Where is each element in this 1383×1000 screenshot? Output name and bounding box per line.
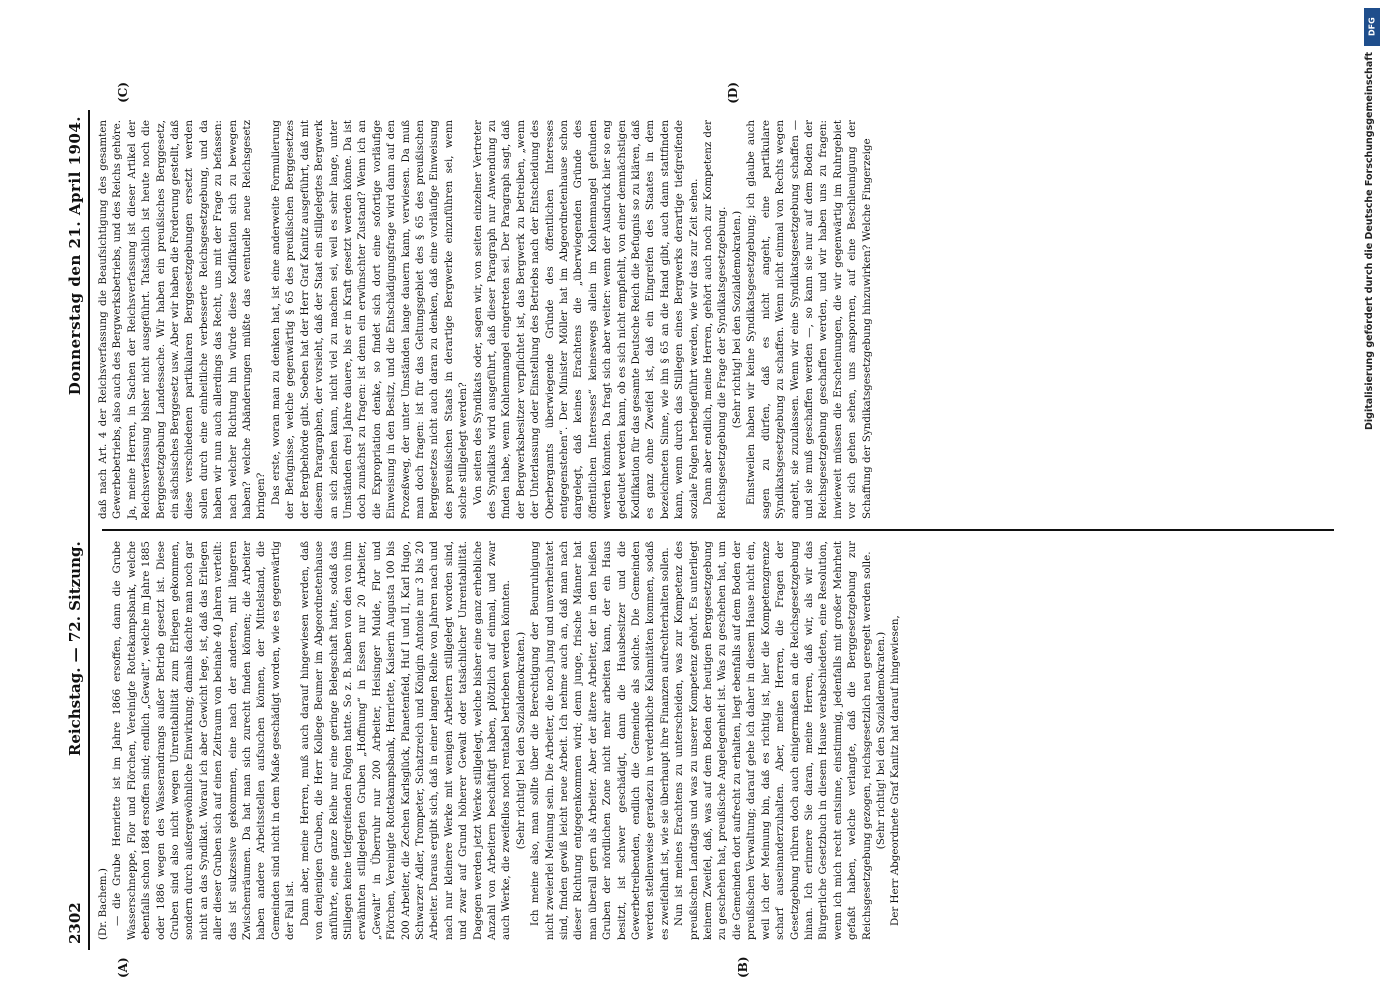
dfg-logo: DFG: [1364, 8, 1380, 46]
left-column: [96, 531, 1334, 978]
paragraph: — die Grube Henriette ist im Jahre 1866 ersoffen, dann die Grube Wasserschneppe, Flor und Flörchen, Vereinigte Rottekampsbank, welche ebenfalls schon 1884 ersoffen sind; endlich „Gewalt“, welche im Jahre 1885 oder 1886 wegen des Wasserandrangs außer Betrieb gesetzt ist. Diese Gruben sind also nicht wegen Unrentabilität zum Erliegen gekommen, sondern durch außergewöhnliche Einwirkung; damals dachte man noch gar nicht an das Syndikat. Worauf ich aber Gewicht lege, ist, daß das Erliegen aller dieser Gruben sich auf einen Zeitraum von beinahe 40 Jahren verteilt: das ist sukzessive gekommen, eine nach der anderen, mit längeren Zwischenräumen. Da hat man sich zurecht finden können; die Arbeiter haben andere Arbeitsstellen aufsuchen können, der Mittelstand, die Gemeinden sind nicht in dem Maße geschädigt worden, wie es gegenwärtig der Fall ist.: [111, 541, 297, 940]
page-header: [56, 110, 90, 950]
dfg-side-note: [1364, 8, 1380, 992]
page-number: 2302: [66, 902, 84, 944]
funding-note: Digitalisierung gefördert durch die Deutsche Forschungsgemeinschaft: [1364, 52, 1375, 430]
paragraph: Einstweilen haben wir keine Syndikatsgesetzgebung; ich glaube auch sagen zu dürfen, daß es nicht angeht, eine partikulare Syndikatsgesetzgebung zu schaffen. Wenn nicht einmal von Rechts wegen angeht, sie zuzulassen. Wenn wir eine Syndikatsgesetzgebung schaffen — und sie muß geschaffen werden —, so kann sie nur auf dem Boden der Reichsgesetzgebung geschaffen werden, und wir haben uns zu fragen: inwieweit müssen die Erscheinungen, die wir gegenwärtig im Ruhrgebiet vor sich gehen sehen, uns anspornen, auf eine Beschleunigung der Schaffung der Syndikatsgesetzgebung hinzuwirken? Welche Fingerzeige: [745, 120, 873, 519]
paragraph: Dann aber endlich, meine Herren, gehört auch noch zur Kompetenz der Reichsgesetzgebung die Frage der Syndikatsgesetzgebung.: [702, 120, 729, 519]
margin-marker-a: (A): [116, 957, 130, 978]
paragraph: daß nach Art. 4 der Reichsverfassung die Beaufsichtigung des gesamten Gewerbebetriebs, also auch des Bergwerksbetriebs, und des Reichs gehöre. Ja, meine Herren, in Sachen der Reichsverfassung ist dieser Artikel der Reichsverfassung bisher nicht ausgeführt. Tatsächlich ist heute noch die Berggesetzgebung Landessache. Wir haben ein preußisches Berggesetz, ein sächsisches Berggesetz usw. Aber wir haben die Forderung gestellt, daß diese verschiedenen partikularen Berggesetzgebungen ersetzt werden sollen durch eine einheitliche verbesserte Reichsgesetzgebung, und da haben wir nun auch allerdings das Recht, uns mit der Frage zu befassen: nach welcher Richtung hin würde diese Kodifikation sich zu bewegen haben? welche Abänderungen müßte das eventuelle neue Reichsgesetz bringen?: [97, 120, 268, 519]
paragraph: Der Herr Abgeordnete Graf Kanitz hat darauf hingewiesen,: [889, 615, 902, 926]
interjection: (Sehr richtig! bei den Sozialdemokraten.): [730, 210, 743, 429]
paragraph: Nun ist meines Erachtens zu unterscheiden, was zur Kompetenz des preußischen Landtags und was zu unserer Kompetenz gehört. Es unterliegt keinem Zweifel, daß, was auf dem Boden der heutigen Berggesetzgebung zu geschehen hat, preußische Angelegenheit ist. Was zu geschehen hat, um die Gemeinden dort aufrecht zu erhalten, liegt ebenfalls auf dem Boden der preußischen Verwaltung; darauf gehe ich daher in diesem Hause nicht ein, weil ich der Meinung bin, daß es richtig ist, hier die Kompetenzgrenze scharf auseinanderzuhalten. Aber, meine Herren, die Fragen der Gesetzgebung rühren doch auch einigermaßen an die Reichsgesetzgebung hinan. Ich erinnere Sie daran, meine Herren, daß wir, als wir das Bürgerliche Gesetzbuch in diesem Hause verabschiedeten, eine Resolution, wenn ich mich recht entsinne, einstimmig, jedenfalls mit großer Mehrheit gefaßt haben, welche verlangte, daß die Berggesetzgebung zur Reichsgesetzgebung gezogen, reichsgesetzlich neu geregelt werden solle.: [673, 541, 873, 940]
interjection: (Sehr richtig! bei den Sozialdemokraten.): [874, 631, 887, 850]
right-column: [96, 82, 1334, 529]
margin-marker-c: (C): [116, 82, 130, 103]
paragraph: Ich meine also, man sollte über die Berechtigung der Beunruhigung nicht zweierlei Meinung sein. Die Arbeiter, die noch jung und unverheiratet sind, finden gewiß leicht neue Arbeit. Ich nehme auch an, daß man nach dieser Richtung entgegenkommen wird; denn junge, frische Männer hat man überall gern als Arbeiter. Aber der ältere Arbeiter, der in den heißen Gruben der nördlichen Zone nicht mehr arbeiten kann, der ein Haus besitzt, ist schwer geschädigt, dann die Hausbesitzer und die Gewerbetreibenden, endlich die Gemeinde als solche. Die Gemeinden werden stellenweise geradezu in verderbliche Kalamitäten kommen, sodaß es zweifelhaft ist, wie sie überhaupt ihre Finanzen aufrechterhalten sollen.: [529, 541, 671, 940]
paragraph: Dann aber, meine Herren, muß auch darauf hingewiesen werden, daß von denjenigen Gruben, die Herr Kollege Beumer im Abgeordnetenhause anführte, eine ganze Reihe nur eine geringe Belegschaft hatte, sodaß das Stillegen keine tiefgreifenden Folgen hatte. So z. B. haben von den von ihm erwähnten stillgelegten Gruben „Hoffnung“ in Essen nur 20 Arbeiter, „Gewalt“ in Überruhr nur 200 Arbeiter, Heisinger Mulde, Flor und Flörchen, Vereinigte Rottekampsbank, Henriette, Kaiserin Augusta 100 bis 200 Arbeiter, die Zechen Karlsglück, Planetenfeld, Huf I und II, Karl Hugo, Schwarzer Adler, Trompeter, Schatzreich und Königin Antonie nur 3 bis 20 Arbeiter. Daraus ergibt sich, daß in einer langen Reihe von Jahren nach und nach nur kleinere Werke mit wenigen Arbeitern stillgelegt worden sind, und zwar auf Grund höherer Gewalt oder tatsächlicher Unrentabilität. Dagegen werden jetzt Werke stillgelegt, welche bisher eine ganz erhebliche Anzahl von Arbeitern beschäftigt haben, plötzlich auf einmal, und zwar auch Werke, die zweifellos noch rentabel betrieben werden könnten.: [298, 541, 513, 940]
paragraph: Von seiten des Syndikats oder, sagen wir, von seiten einzelner Vertreter des Syndikats wird ausgeführt, daß dieser Paragraph nur Anwendung zu finden habe, wenn Kohlenmangel eingetreten sei. Der Paragraph sagt, daß der Bergwerksbesitzer verpflichtet ist, das Bergwerk zu betreiben, „wenn der Unterlassung oder Einstellung des Betriebs nach der Entscheidung des Oberbergamts überwiegende Gründe des öffentlichen Interesses entgegenstehen“. Der Minister Möller hat im Abgeordnetenhause schon dargelegt, daß keines Erachtens die „überwiegenden Gründe des öffentlichen Interesses“ keineswegs allein im Kohlenmangel gefunden werden könnten. Da fragt sich aber weiter: wenn der Ausdruck hier so eng gedeutet werden kann, ob es sich nicht empfiehlt, von einer demnächstigen Kodifikation für das gesamte Deutsche Reich die Befugnis so zu klären, daß es ganz ohne Zweifel ist, daß ein Eingreifen des Staates in dem bezeichneten Sinne, wie ihn § 65 an die Hand gibt, auch dann stattfinden kann, wenn durch das Stillegen eines Bergwerks derartige tiefgreifende soziale Folgen herbeigeführt werden, wie wir das zur Zeit sehen.: [471, 120, 700, 519]
text-columns: [96, 82, 1334, 978]
speaker-label: (Dr. Bachem.): [97, 868, 109, 940]
interjection: (Sehr richtig! bei den Sozialdemokraten.): [514, 631, 527, 850]
margin-marker-b: (B): [736, 956, 750, 978]
header-date: Donnerstag den 21. April 1904.: [66, 116, 84, 396]
paragraph: Das erste, woran man zu denken hat, ist eine anderweite Formulierung der Befugnisse, welche gegenwärtig § 65 des preußischen Berggesetzes der Bergbehörde gibt. Soeben hat der Herr Graf Kanitz ausgeführt, daß mit diesem Paragraphen, der vorsieht, daß der Staat ein stillgelegtes Bergwerk an sich ziehen kann, nicht viel zu machen sei, weil es sehr lange, unter Umständen drei Jahre dauere, bis er in Kraft gesetzt werden könne. Da ist doch zunächst zu fragen: ist denn ein erwünschter Zustand? Wenn ich an die Expropriation denke, so findet sich dort eine sofortige vorläufige Einweisung in den Besitz, und die Entschädigungsfrage wird dann auf den Prozeßweg, der unter Umständen lange dauern kann, verwiesen. Da muß man doch fragen: ist für das Geltungsgebiet des § 65 des preußischen Berggesetzes nicht auch daran zu denken, daß eine vorläufige Einweisung des preußischen Staats in derartige Bergwerke einzuführen sei, wenn solche stillgelegt werden?: [269, 120, 470, 519]
margin-marker-d: (D): [726, 82, 740, 104]
header-left-title: Reichstag. — 72. Sitzung.: [66, 541, 84, 757]
